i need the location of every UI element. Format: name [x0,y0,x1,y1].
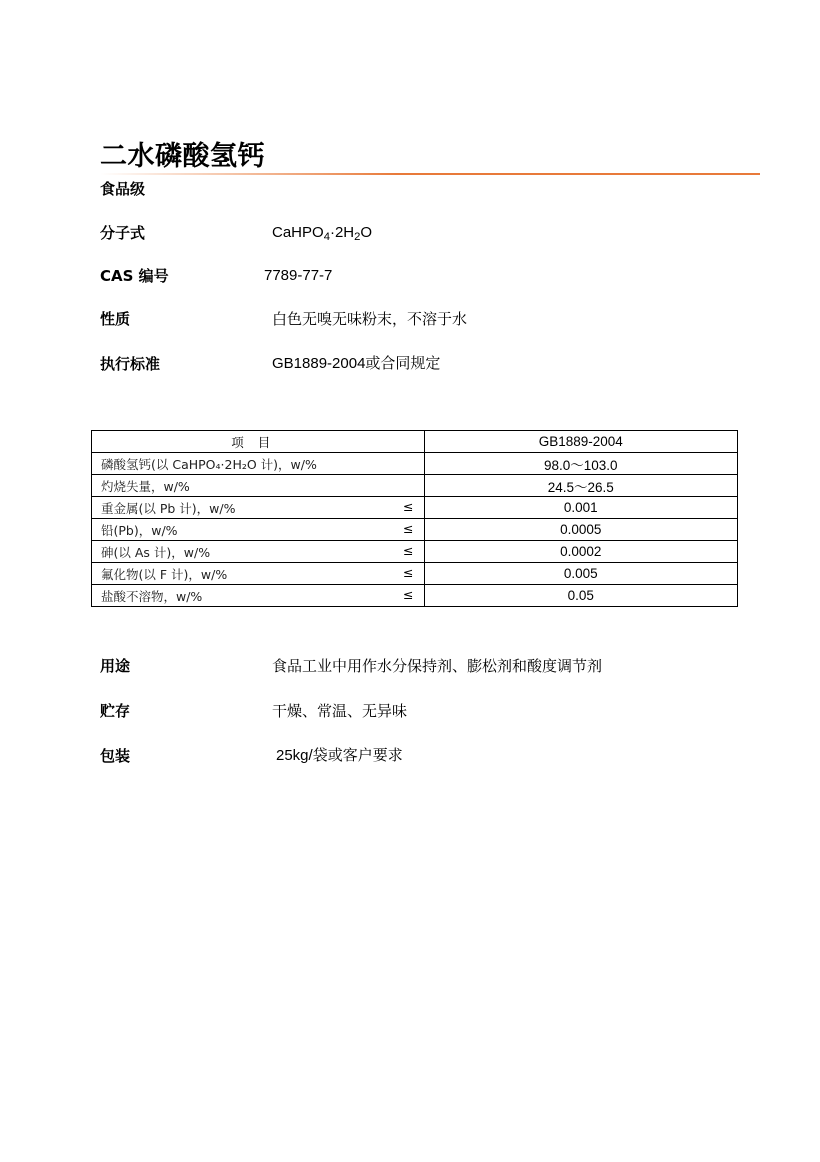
spec-table-body [92,453,738,607]
cas-value: 7789-77-7 [264,267,333,284]
table-row [92,541,738,563]
field-label: 执行标准 [100,355,161,373]
row-value-cell: 0.0002 [424,541,737,563]
row-value-cell: 0.05 [424,585,737,607]
table-header-row [92,431,738,453]
table-row [92,563,738,585]
field-usage [100,655,760,677]
table-row [92,585,738,607]
grade-label: 食品级 [100,180,146,198]
le-symbol: ≤ [403,499,414,514]
field-label: 用途 [100,657,131,675]
field-label: 性质 [100,310,131,328]
row-value-cell: 0.005 [424,563,737,585]
row-item-cell [92,519,425,541]
table-row [92,497,738,519]
row-item-label: 氟化物(以 F 计)，w/% [101,566,228,582]
usage-value: 食品工业中用作水分保持剂、膨松剂和酸度调节剂 [272,657,603,675]
row-item-label: 重金属(以 Pb 计)，w/% [101,500,236,516]
row-item-cell [92,563,425,585]
formula-value: $CaHPO_4\cdot 2H_2O$ [272,224,373,243]
field-formula [100,222,760,244]
packaging-value: 25kg/袋或客户要求 [276,747,403,764]
table-row [92,475,738,497]
field-property [100,308,760,330]
le-symbol: ≤ [403,565,414,580]
spec-table [91,430,738,607]
row-item-label: 磷酸氢钙(以 CaHPO₄·2H₂O 计)，w/% [101,456,317,472]
row-value-cell: 98.0～103.0 [424,453,737,475]
row-item-cell [92,585,425,607]
row-item-cell [92,475,425,497]
title-divider [100,173,760,175]
field-label: 包装 [100,747,131,765]
header-item: 项目 [92,431,425,453]
field-storage [100,700,760,722]
field-label: 贮存 [100,702,131,720]
property-value: 白色无嗅无味粉末，不溶于水 [272,310,468,328]
row-value-cell: 0.001 [424,497,737,519]
row-item-label: 砷(以 As 计)，w/% [101,544,211,560]
row-value-cell: 24.5～26.5 [424,475,737,497]
row-item-label: 铅(Pb)，w/% [101,522,178,538]
row-value-cell: 0.0005 [424,519,737,541]
row-item-cell [92,541,425,563]
field-cas [100,265,760,287]
table-row [92,519,738,541]
le-symbol: ≤ [403,587,414,602]
field-packaging [100,745,760,767]
table-row [92,453,738,475]
row-item-cell [92,497,425,519]
le-symbol: ≤ [403,543,414,558]
storage-value: 干燥、常温、无异味 [272,702,408,720]
le-symbol: ≤ [403,521,414,536]
field-standard [100,353,760,375]
row-item-label: 灼烧失量，w/% [101,478,190,494]
standard-value: GB1889-2004或合同规定 [272,355,441,372]
row-item-cell [92,453,425,475]
field-label: 分子式 [100,224,146,242]
header-standard: GB1889-2004 [424,431,737,453]
product-title: 二水磷酸氢钙 [100,141,265,172]
field-label: CAS 编号 [100,267,169,285]
row-item-label: 盐酸不溶物，w/% [101,588,203,604]
